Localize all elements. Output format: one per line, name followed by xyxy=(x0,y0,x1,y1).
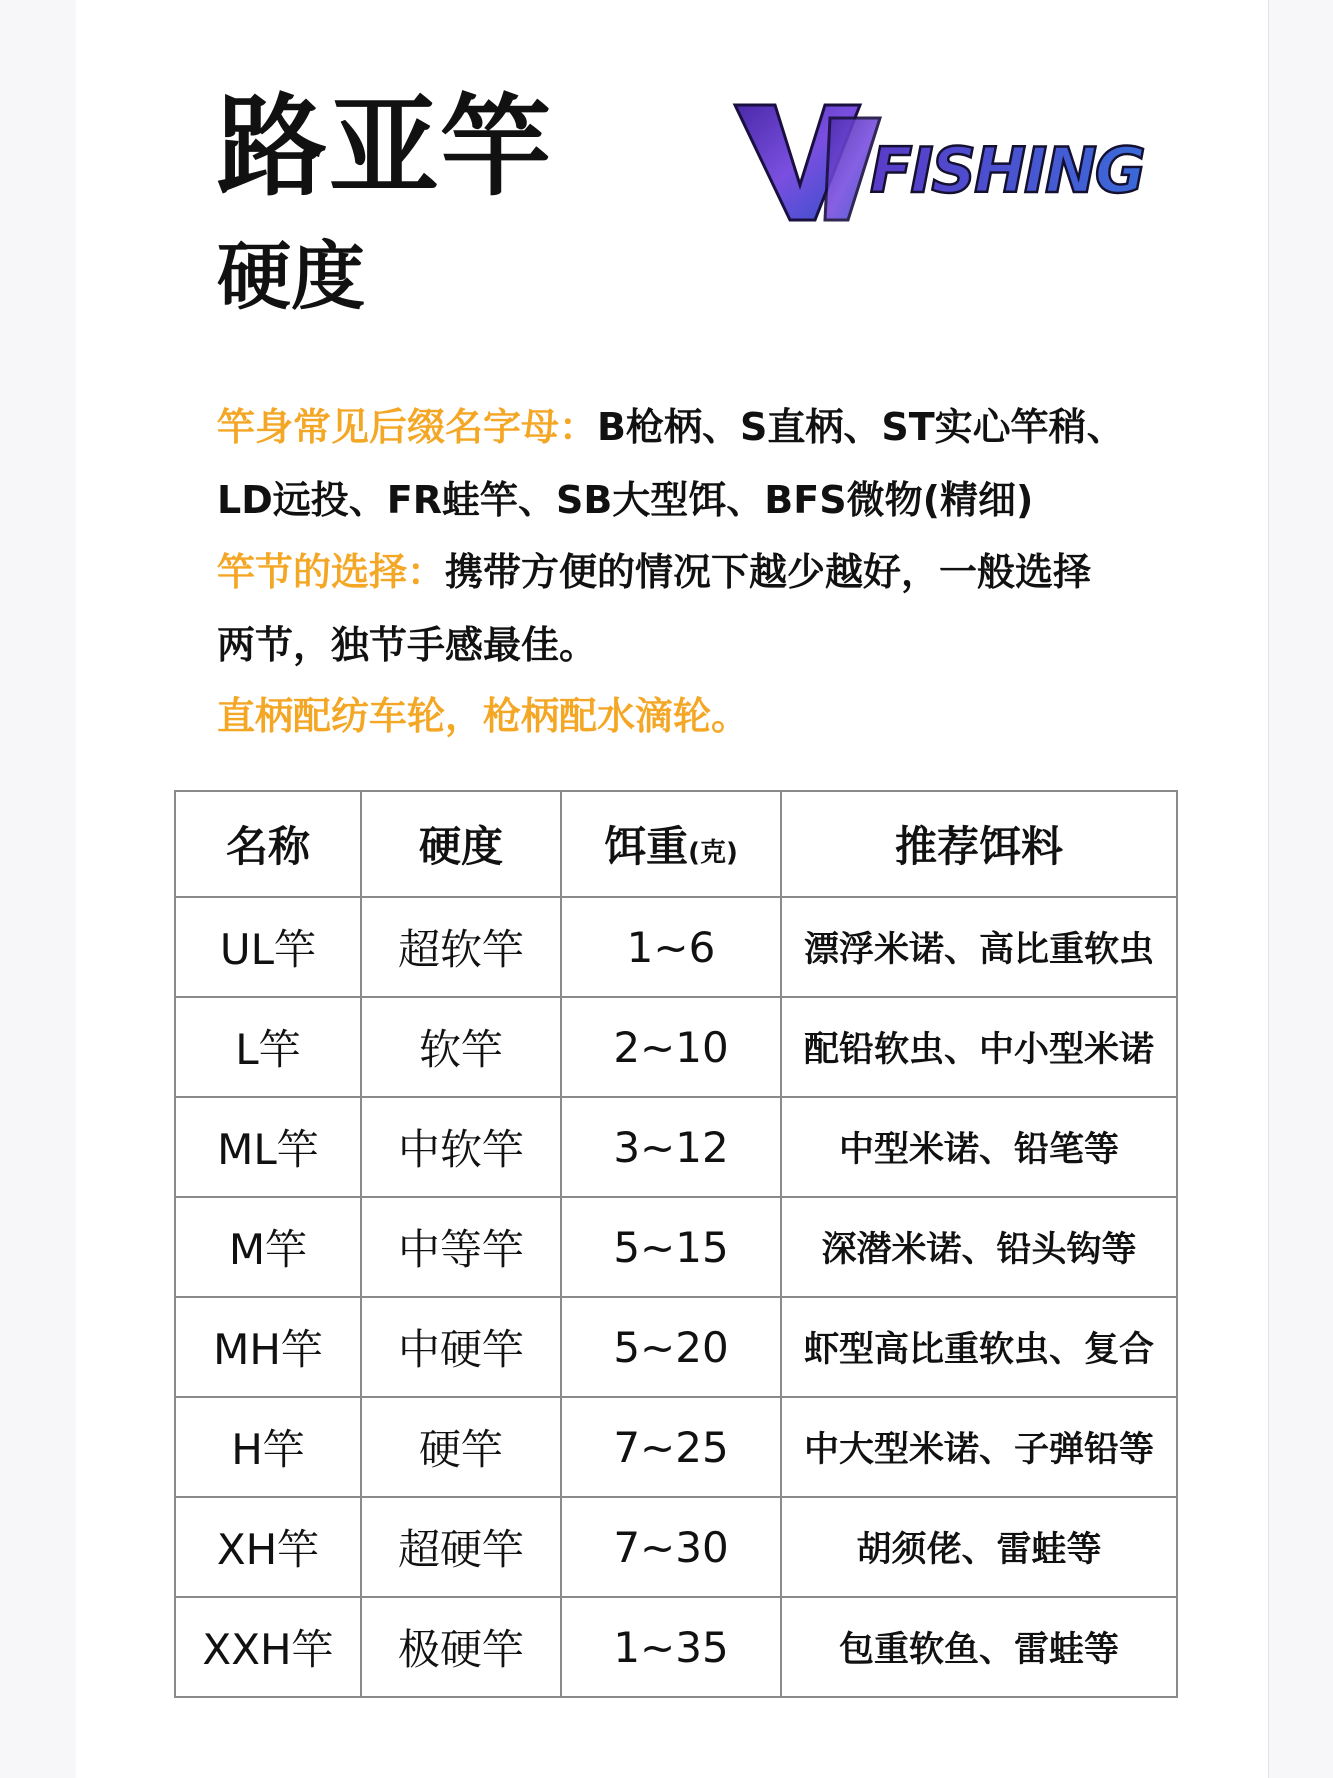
suffix-line-2: LD远投、FR蛙竿、SB大型饵、BFS微物(精细) xyxy=(217,478,1034,522)
table-row xyxy=(175,1597,1177,1697)
cell-weight: 7~30 xyxy=(561,1497,781,1597)
suffix-line-1: B枪柄、S直柄、ST实心竿稍、 xyxy=(597,405,1125,449)
cell-recommended: 虾型高比重软虫、复合 xyxy=(781,1297,1177,1397)
page-edge-divider xyxy=(1268,0,1269,1778)
cell-hardness: 极硬竿 xyxy=(361,1597,561,1697)
cell-weight: 1~35 xyxy=(561,1597,781,1697)
table-row xyxy=(175,897,1177,997)
cell-recommended: 深潜米诺、铅头钩等 xyxy=(781,1197,1177,1297)
table-row xyxy=(175,1197,1177,1297)
cell-hardness: 中等竿 xyxy=(361,1197,561,1297)
header-name: 名称 xyxy=(175,791,361,897)
cell-recommended: 中型米诺、铅笔等 xyxy=(781,1097,1177,1197)
cell-name: MH竿 xyxy=(175,1297,361,1397)
cell-hardness: 中硬竿 xyxy=(361,1297,561,1397)
section-paragraph xyxy=(217,550,1217,596)
cell-name: ML竿 xyxy=(175,1097,361,1197)
cell-weight: 5~15 xyxy=(561,1197,781,1297)
cell-weight: 2~10 xyxy=(561,997,781,1097)
rod-hardness-table xyxy=(174,790,1178,1698)
cell-weight: 3~12 xyxy=(561,1097,781,1197)
suffix-paragraph xyxy=(217,405,1217,451)
section-line-1: 携带方便的情况下越少越好，一般选择 xyxy=(445,550,1092,594)
cell-weight: 7~25 xyxy=(561,1397,781,1497)
cell-hardness: 超软竿 xyxy=(361,897,561,997)
cell-weight: 1~6 xyxy=(561,897,781,997)
cell-name: XXH竿 xyxy=(175,1597,361,1697)
cell-hardness: 硬竿 xyxy=(361,1397,561,1497)
cell-hardness: 超硬竿 xyxy=(361,1497,561,1597)
table-row xyxy=(175,1297,1177,1397)
header-lure-weight xyxy=(561,791,781,897)
page-title: 路亚竿 xyxy=(217,83,553,211)
table-row xyxy=(175,1097,1177,1197)
header-hardness: 硬度 xyxy=(361,791,561,897)
cell-hardness: 软竿 xyxy=(361,997,561,1097)
cell-recommended: 中大型米诺、子弹铅等 xyxy=(781,1397,1177,1497)
cell-name: UL竿 xyxy=(175,897,361,997)
header-recommended: 推荐饵料 xyxy=(781,791,1177,897)
page-subtitle: 硬度 xyxy=(217,234,365,320)
header-lure-weight-unit: (克) xyxy=(688,838,738,868)
cell-recommended: 配铅软虫、中小型米诺 xyxy=(781,997,1177,1097)
cell-weight: 5~20 xyxy=(561,1297,781,1397)
table-header-row xyxy=(175,791,1177,897)
cell-recommended: 漂浮米诺、高比重软虫 xyxy=(781,897,1177,997)
table-row xyxy=(175,997,1177,1097)
cell-name: M竿 xyxy=(175,1197,361,1297)
table-row xyxy=(175,1497,1177,1597)
table-row xyxy=(175,1397,1177,1497)
section-line-2: 两节，独节手感最佳。 xyxy=(217,623,598,667)
cell-recommended: 包重软鱼、雷蛙等 xyxy=(781,1597,1177,1697)
cell-hardness: 中软竿 xyxy=(361,1097,561,1197)
reel-tip: 直柄配纺车轮，枪柄配水滴轮。 xyxy=(217,694,750,738)
cell-recommended: 胡须佬、雷蛙等 xyxy=(781,1497,1177,1597)
suffix-label: 竿身常见后缀名字母： xyxy=(217,405,598,449)
section-label: 竿节的选择： xyxy=(217,550,446,594)
fishing-logo xyxy=(730,100,1220,230)
svg-text:FISHING: FISHING xyxy=(870,134,1144,207)
cell-name: H竿 xyxy=(175,1397,361,1497)
cell-name: XH竿 xyxy=(175,1497,361,1597)
header-lure-weight-label: 饵重 xyxy=(604,822,689,871)
cell-name: L竿 xyxy=(175,997,361,1097)
